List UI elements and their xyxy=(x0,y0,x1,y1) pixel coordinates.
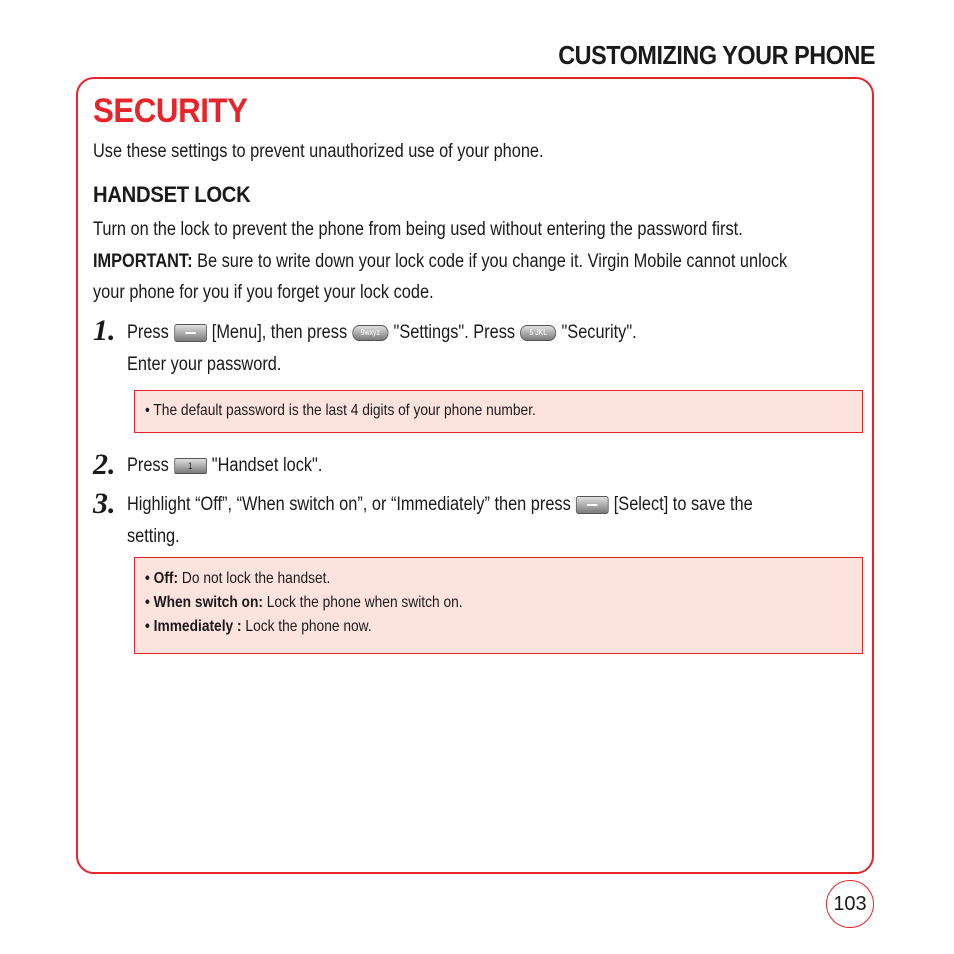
step-3-text-b: [Select] to save the xyxy=(613,494,753,515)
note-box-options xyxy=(134,557,863,654)
step-1-settings: "Settings". Press xyxy=(393,322,516,343)
step-3-line-2: setting. xyxy=(127,526,180,547)
handset-lock-description: Turn on the lock to prevent the phone from being used without entering the password first. xyxy=(93,219,743,240)
note-default-password: • The default password is the last 4 digits of your phone number. xyxy=(145,402,536,419)
key-9-icon: 9wxyz xyxy=(352,325,388,341)
step-3-number: 3. xyxy=(93,487,116,520)
step-1-press: Press xyxy=(127,322,169,343)
left-softkey-icon xyxy=(174,324,207,342)
step-2-line xyxy=(127,450,322,481)
step-3-text-a: Highlight “Off”, “When switch on”, or “Immediately” then press xyxy=(127,494,571,515)
step-1-number: 1. xyxy=(93,314,116,347)
important-text-1: Be sure to write down your lock code if you change it. Virgin Mobile cannot unlock xyxy=(192,251,788,272)
step-1-line-2: Enter your password. xyxy=(127,354,282,375)
handset-lock-heading: HANDSET LOCK xyxy=(93,182,251,207)
option-when-switch-on: • When switch on: Lock the phone when switch on. xyxy=(145,594,463,611)
step-1-line-1 xyxy=(127,317,637,348)
key-1-icon: 1 xyxy=(174,458,207,474)
step-1-menu: [Menu], then press xyxy=(211,322,348,343)
important-note xyxy=(93,246,787,277)
section-header: CUSTOMIZING YOUR PHONE xyxy=(558,40,875,70)
step-2-number: 2. xyxy=(93,448,116,481)
left-softkey-icon xyxy=(576,496,609,514)
intro-text: Use these settings to prevent unauthorized use of your phone. xyxy=(93,141,544,162)
important-label: IMPORTANT: xyxy=(93,251,193,272)
note-box-password xyxy=(134,390,863,433)
page-number: 103 xyxy=(826,880,874,928)
page-title: SECURITY xyxy=(93,92,248,130)
step-1-security: "Security". xyxy=(561,322,637,343)
important-text-2: your phone for you if you forget your lock code. xyxy=(93,282,434,303)
key-5-icon: 5 JKL xyxy=(520,325,556,341)
step-2-label: "Handset lock". xyxy=(211,455,323,476)
option-immediately: • Immediately : Lock the phone now. xyxy=(145,618,372,635)
option-off: • Off: Do not lock the handset. xyxy=(145,570,331,587)
step-2-press: Press xyxy=(127,455,169,476)
step-3-line-1 xyxy=(127,489,753,520)
